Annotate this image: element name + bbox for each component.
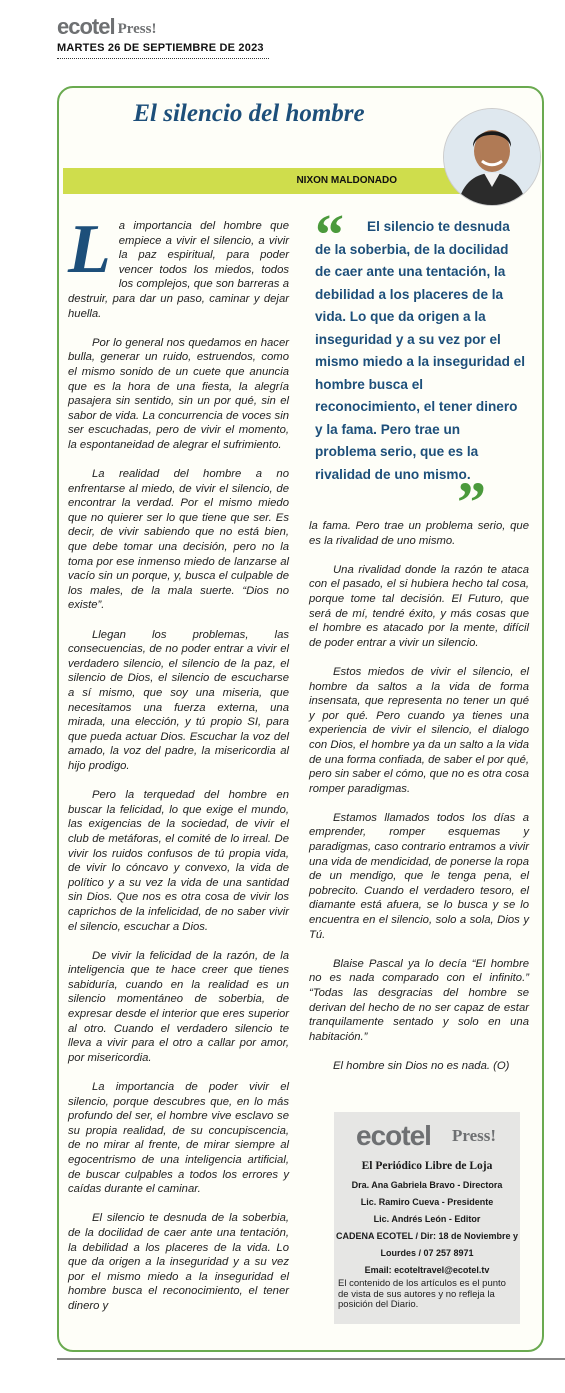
- quote-close-icon: ”: [457, 470, 486, 535]
- article-paragraph: Pero la terquedad del hombre en buscar la felicidad, lo que exige el mundo, las exigencias de la sociedad, de vivir el club de metáforas, el comité de lo irreal. De vivir los ruidos confusos de tú propia vida, de vivir lo cóncavo y convexo, la vida de político y a su vez la vida de una santidad sin Dios. Que nos es otra cosa de vivir los caprichos de la infelicidad, de no saber vivir el silencio, escuchar a Dios.: [68, 789, 289, 933]
- publication-date: MARTES 26 DE SEPTIEMBRE DE 2023: [57, 42, 264, 54]
- article-paragraph: Estamos llamados todos los días a emprender, romper esquemas y paradigmas, caso contrario entramos a vivir una vida de mendicidad, de ponerse la ropa de un mendigo, que le tenga pena, el pobrecito. Cuando el verdadero tesoro, el diamante está afuera, se lo busca y se lo encuentra en el silencio, solo a sola, Dios y Tú.: [309, 811, 529, 941]
- article-paragraph: Blaise Pascal ya lo decía “El hombre no es nada comparado con el infinito.” “Todas las desgracias del hombre se derivan del hecho de no ser capaz de estar tranquilamente sentado y solo en una habitación.”: [309, 957, 529, 1043]
- author-band: [63, 168, 463, 194]
- page-bottom-divider: [57, 1358, 565, 1360]
- paragraph-text: a importancia del hombre que empiece a vivir el silencio, a vivir la paz espiritual, para poder vencer todos los miedos, todos los complejos, que son barreras a destruir, para dar un paso, caminar y dejar huella.: [68, 220, 289, 320]
- author-name: NIXON MALDONADO: [296, 175, 397, 186]
- publisher-info-box: [334, 1112, 520, 1324]
- date-divider: [57, 58, 269, 59]
- article-paragraph: Estos miedos de vivir el silencio, el hombre da saltos a la vida de forma insensata, que representa no tener un qué y por qué. Pero cuando ya tienes una experiencia de vivir el silencio, el dialogo con Dios, el hombre ya da un salto a la vida de una forma confiada, de saber el por qué, pero sin saber el cómo, que no es otra cosa romper paradigmas.: [309, 665, 529, 795]
- article-left-column: [68, 211, 289, 1328]
- masthead: [57, 8, 156, 38]
- article-paragraph: La importancia de poder vivir el silencio, porque descubres que, en lo más profundo del ser, el hombre vive esclavo se su propia realidad, de su concupiscencia, de no mirar al frente, de mirar siempre al egocentrismo de una inteligencia artificial, de buscar culpables a todos los errores y caídas durante el caminar.: [68, 1081, 289, 1196]
- masthead-logo-sub: Press!: [117, 21, 157, 37]
- drop-cap: L: [68, 211, 111, 288]
- article-paragraph: la fama. Pero trae un problema serio, que es la rivalidad de uno mismo.: [309, 520, 529, 547]
- infobox-title: El Periódico Libre de Loja: [361, 1160, 493, 1172]
- infobox-logo: ecotel: [356, 1120, 431, 1151]
- article-paragraph: La realidad del hombre a no enfrentarse al miedo, de vivir el silencio, de encontrar la verdad. Por el mismo miedo que no quierer ser lo que tiene que ser. Es decir, de vivir sabiendo que no está bien, que debe tomar una decisión, pero no la toma por ese inmenso miedo de lanzarse al vacío sin un porque, y, busca el culpable de los males, de la mala suerte. “Dios no existe”.: [68, 468, 289, 612]
- infobox-director: Dra. Ana Gabriela Bravo - Directora: [351, 1180, 503, 1190]
- article-paragraph: El hombre sin Dios no es nada. (O): [333, 1059, 510, 1072]
- article-paragraph: Por lo general nos quedamos en hacer bulla, generar un ruido, estruendos, como el mismo sonido de un cuete que anuncia que es la hora de una fiesta, la alegría pasajera sin sentido, sin un por qué, sin el sabor de vida. La concurrencia de voces sin ser escuchadas, pero de vivir el momento, la espontaneidad de alegrar el sufrimiento.: [68, 336, 289, 451]
- article-headline: El silencio del hombre: [133, 100, 365, 127]
- author-photo: [443, 108, 541, 206]
- article-paragraph: El silencio te desnuda de la soberbia, de la docilidad de caer ante una tentación, la debilidad a los placeres de la vida. Lo que da origen a la inseguridad y a su vez por el mismo miedo a la inseguridad el hombre busca el reconocimiento, el tener dinero y: [68, 1212, 289, 1312]
- quote-open-icon: “: [315, 202, 344, 267]
- article-paragraph: Una rivalidad donde la razón te ataca con el pasado, el si hubiera hecho tal cosa, porque tome tal decisión. El Futuro, que será de mí, tendré éxito, y más cosas que el hombre es atacado por la mente, difícil de poder entrar a vivir un silencio.: [309, 563, 529, 649]
- infobox-email: Email: ecoteltravel@ecotel.tv: [364, 1265, 490, 1275]
- masthead-logo: ecotel: [57, 14, 115, 39]
- infobox-president: Lic. Ramiro Cueva - Presidente: [360, 1197, 494, 1207]
- author-portrait-icon: [444, 109, 540, 205]
- infobox-logo-sub: Press!: [452, 1126, 497, 1145]
- infobox-address: CADENA ECOTEL / Dir: 18 de Noviembre y: [335, 1231, 519, 1241]
- article-right-column: [309, 519, 529, 1088]
- article-paragraph: De vivir la felicidad de la razón, de la inteligencia que te hace creer que tienes sabiduría, cuando en la realidad es un silencio momentáneo de soberbia, de expresar desde el interior que eres superior al otro. Cuando el verdadero silencio te lleva a vivir para el otro a callar por amor, por misericordia.: [68, 949, 289, 1064]
- infobox-phone: Lourdes / 07 257 8971: [380, 1248, 474, 1258]
- article-paragraph: Llegan los problemas, las consecuencias, de no poder entrar a vivir el verdadero silencio, el silencio de la paz, el silencio de Dios, el silencio de escucharse a sí mismo, que soy una miseria, que necesitamos una fuerza externa, una mirada, una elección, y tú propio SI, para que pueda actuar Dios. Escuchar la voz del amado, la voz del padre, la misericordia al hijo prodigo.: [68, 628, 289, 772]
- infobox-editor: Lic. Andrés León - Editor: [373, 1214, 481, 1224]
- article-paragraph: [68, 211, 289, 321]
- infobox-disclaimer: El contenido de los artículos es el punto de vista de sus autores y no refleja la posición del Diario.: [338, 1278, 506, 1310]
- pull-quote: El silencio te desnuda de la soberbia, de la docilidad de caer ante una tentación, la debilidad a los placeres de la vida. Lo que da origen a la inseguridad y a su vez por el mismo miedo a la inseguridad el hombre busca el reconocimiento, el tener dinero y la fama. Pero trae un problema serio, que es la rivalidad de uno mismo.: [315, 219, 526, 482]
